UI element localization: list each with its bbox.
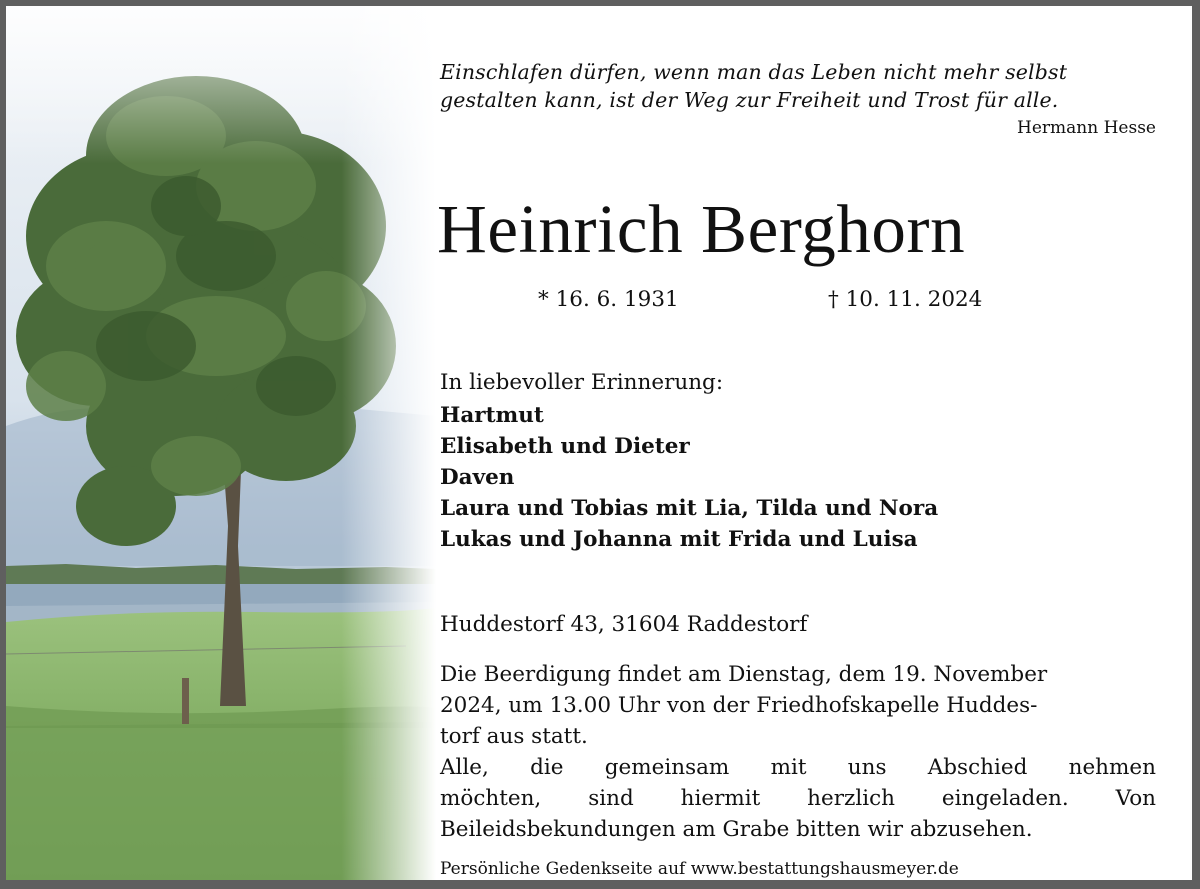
funeral-notice — [440, 659, 1156, 845]
quote-author: Hermann Hesse — [1017, 118, 1156, 138]
funeral-line: Beileidsbekundungen am Grabe bitten wir abzusehen. — [440, 817, 1033, 842]
mourners-list — [440, 400, 938, 555]
mourner-name: Lukas und Johanna mit Frida und Luisa — [440, 527, 918, 552]
mourner-name: Laura und Tobias mit Lia, Tilda und Nora — [440, 496, 939, 521]
funeral-line: Die Beerdigung findet am Dienstag, dem 19. November — [440, 662, 1048, 687]
address: Huddestorf 43, 31604 Raddestorf — [440, 612, 808, 637]
quote-line: Einschlafen dürfen, wenn man das Leben nicht mehr selbst — [440, 60, 1068, 84]
funeral-line: 2024, um 13.00 Uhr von der Friedhofskapelle Huddes- — [440, 693, 1038, 718]
quote — [440, 58, 1067, 114]
mourner-name: Hartmut — [440, 403, 544, 428]
tree-landscape-photo — [6, 6, 436, 880]
quote-line: gestalten kann, ist der Weg zur Freiheit und Trost für alle. — [440, 88, 1059, 112]
mourner-name: Daven — [440, 465, 515, 490]
funeral-line: torf aus statt. — [440, 724, 588, 749]
memorial-website: Persönliche Gedenkseite auf www.bestattungshausmeyer.de — [440, 859, 959, 879]
funeral-line: Alle, die gemeinsam mit uns Abschied nehmen — [440, 755, 1156, 780]
death-date: † 10. 11. 2024 — [828, 287, 983, 312]
deceased-name: Heinrich Berghorn — [437, 191, 966, 267]
funeral-line: möchten, sind hiermit herzlich eingeladen. Von — [440, 786, 1156, 811]
mourner-name: Elisabeth und Dieter — [440, 434, 690, 459]
birth-date: * 16. 6. 1931 — [538, 287, 679, 312]
memory-heading: In liebevoller Erinnerung: — [440, 370, 724, 395]
